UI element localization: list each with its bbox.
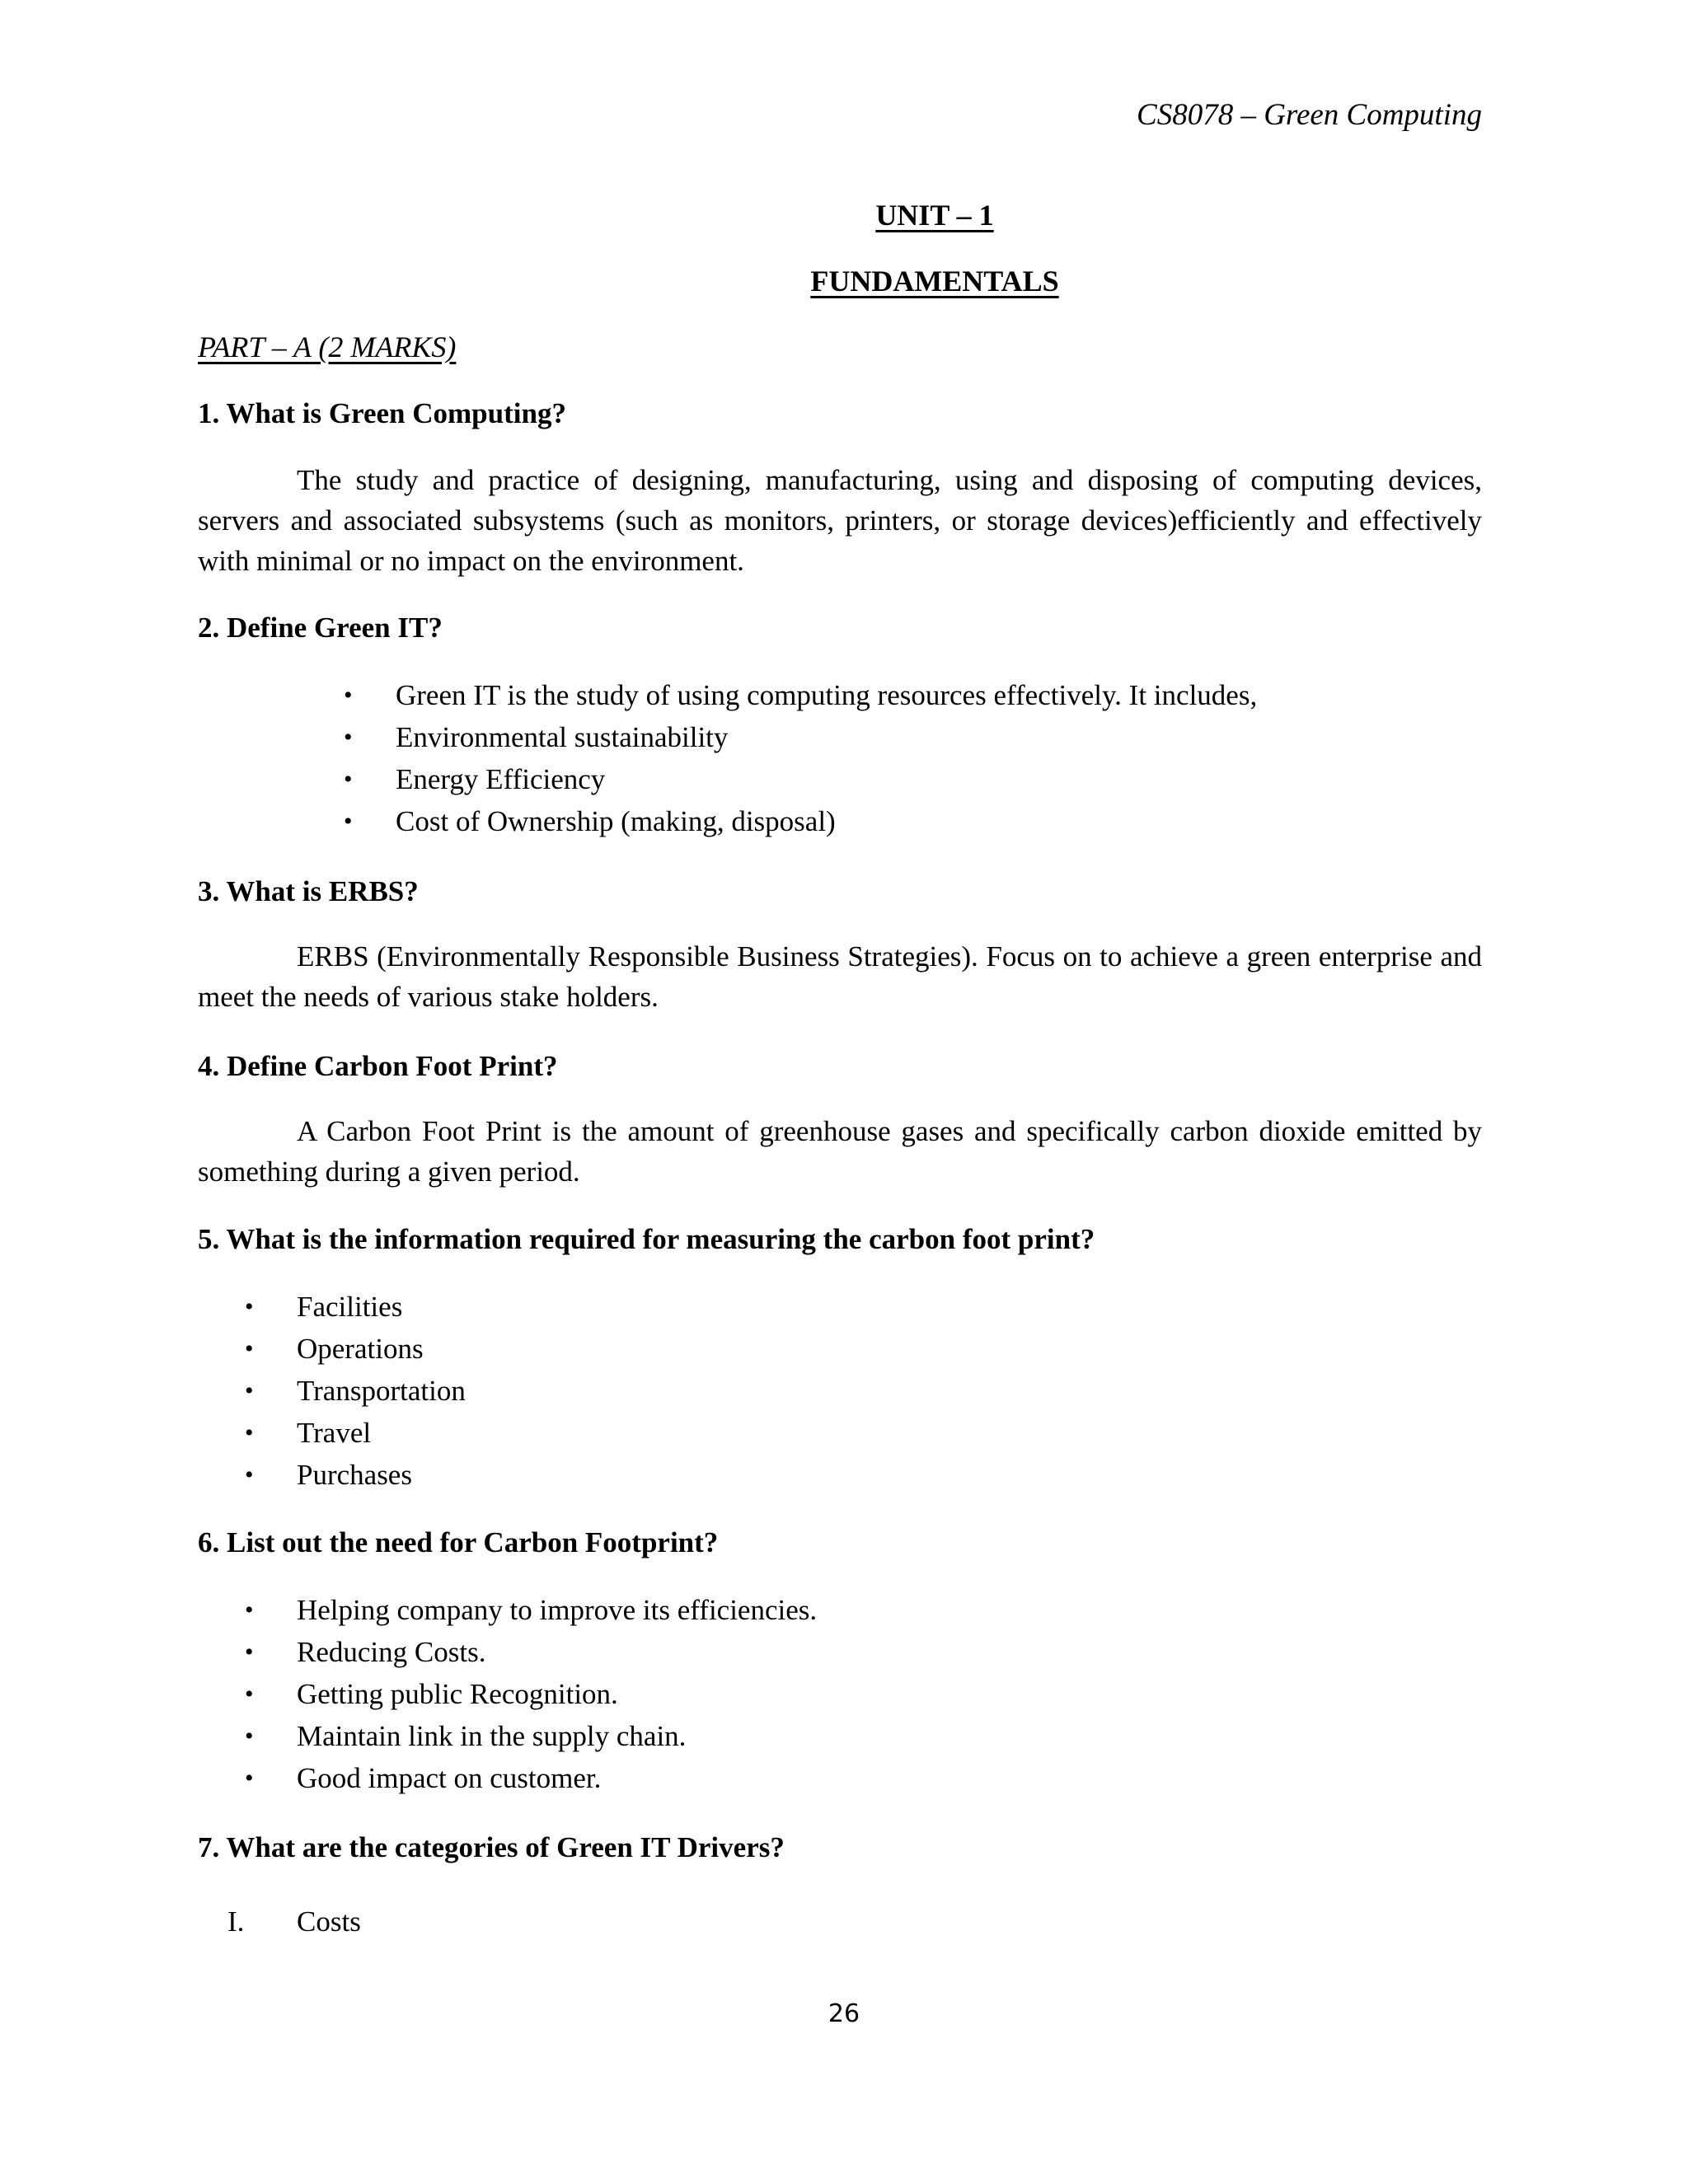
question-4-answer: A Carbon Foot Print is the amount of greenhouse gases and specifically carbon dioxide emitted by something during a given period. xyxy=(198,1115,1482,1188)
list-item: • Facilities xyxy=(198,1286,466,1328)
bullet-icon: • xyxy=(245,1335,254,1362)
part-title: PART – A (2 MARKS) xyxy=(198,330,457,363)
list-item: • Getting public Recognition. xyxy=(198,1673,817,1715)
list-item: • Green IT is the study of using computing resources effectively. It includes, xyxy=(297,674,1257,716)
question-6-list xyxy=(198,1589,817,1799)
question-5-list xyxy=(198,1286,466,1496)
course-header: CS8078 – Green Computing xyxy=(1137,98,1482,132)
list-item: • Travel xyxy=(198,1412,466,1454)
roman-numeral: I. xyxy=(227,1905,245,1938)
bullet-icon: • xyxy=(245,1722,254,1750)
bullet-icon: • xyxy=(344,766,353,793)
question-3-answer: ERBS (Environmentally Responsible Business Strategies). Focus on to achieve a green enterprise and meet the needs of various stake holders. xyxy=(198,940,1482,1013)
bullet-icon: • xyxy=(245,1596,254,1624)
question-1-heading: 1. What is Green Computing? xyxy=(198,397,566,429)
question-2-heading: 2. Define Green IT? xyxy=(198,612,443,644)
question-4-heading: 4. Define Carbon Foot Print? xyxy=(198,1050,558,1082)
question-1-answer: The study and practice of designing, manufacturing, using and disposing of computing devices, servers and associated subsystems (such as monitors, printers, or storage devices)efficiently and effectively with minimal or no impact on the environment. xyxy=(198,464,1482,577)
page-number: 26 xyxy=(828,1999,860,2028)
bullet-icon: • xyxy=(245,1461,254,1488)
bullet-icon: • xyxy=(245,1293,254,1320)
section-title: FUNDAMENTALS xyxy=(810,265,1059,298)
list-item: • Purchases xyxy=(198,1454,466,1496)
list-item: • Environmental sustainability xyxy=(297,716,1257,758)
unit-title: UNIT – 1 xyxy=(875,199,994,232)
list-item: • Energy Efficiency xyxy=(297,758,1257,800)
bullet-icon: • xyxy=(245,1680,254,1708)
list-item: • Transportation xyxy=(198,1370,466,1412)
list-item: • Maintain link in the supply chain. xyxy=(198,1715,817,1757)
question-7-heading: 7. What are the categories of Green IT Drivers? xyxy=(198,1831,785,1863)
question-3-heading: 3. What is ERBS? xyxy=(198,875,419,907)
bullet-icon: • xyxy=(245,1765,254,1792)
list-item: • Good impact on customer. xyxy=(198,1757,817,1799)
list-item: • Cost of Ownership (making, disposal) xyxy=(297,800,1257,842)
bullet-icon: • xyxy=(344,808,353,835)
question-6-heading: 6. List out the need for Carbon Footprint? xyxy=(198,1526,719,1558)
bullet-icon: • xyxy=(245,1377,254,1404)
list-item: I. Costs xyxy=(198,1900,361,1943)
question-5-heading: 5. What is the information required for measuring the carbon foot print? xyxy=(198,1223,1095,1255)
question-7-list xyxy=(198,1900,361,1943)
bullet-icon: • xyxy=(245,1638,254,1666)
list-item: • Helping company to improve its efficiencies. xyxy=(198,1589,817,1631)
bullet-icon: • xyxy=(344,724,353,751)
question-2-list xyxy=(297,674,1257,842)
list-item: • Reducing Costs. xyxy=(198,1631,817,1673)
bullet-icon: • xyxy=(245,1419,254,1446)
list-item: • Operations xyxy=(198,1328,466,1370)
bullet-icon: • xyxy=(344,682,353,709)
